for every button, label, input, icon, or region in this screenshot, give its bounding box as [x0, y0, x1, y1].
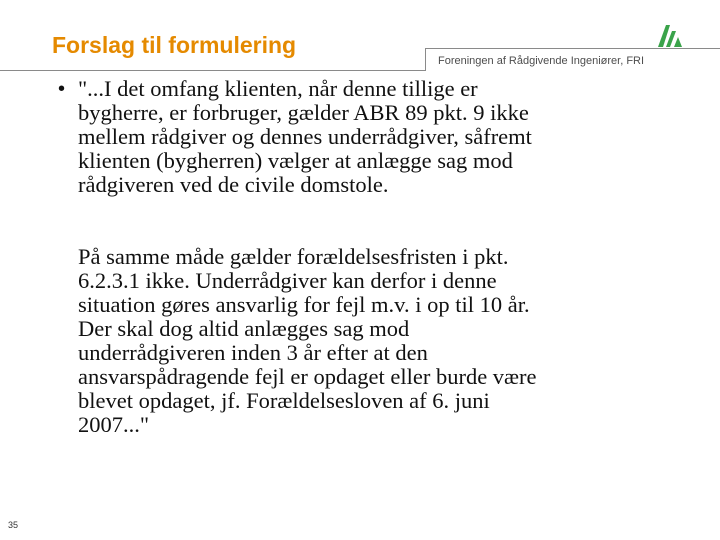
page-number: 35 [8, 520, 19, 530]
bullet-marker: • [58, 78, 66, 100]
slide-body [78, 77, 678, 437]
header-rule-step [425, 48, 426, 71]
paragraph-2: På samme måde gælder forældelsesfristen i pkt. 6.2.3.1 ikke. Underrådgiver kan derfor i denne situation gøres ansvarlig for fejl m.v. i op til 10 år. Der skal dog altid anlægges sag mod underrådgiveren inden 3 år efter at den ansvarspådragende fejl er opdaget eller burde være blevet opdaget, jf. Forældelsesloven af 6. juni 2007..." [78, 244, 537, 437]
slide-title: Forslag til formulering [52, 32, 297, 58]
fri-logo-icon [655, 20, 685, 50]
header-rule-left [0, 70, 425, 71]
paragraph-1: "...I det omfang klienten, når denne tillige er bygherre, er forbruger, gælder ABR 89 pkt. 9 ikke mellem rådgiver og dennes underrådgiver, såfremt klienten (bygherren) vælger at anlægge sag mod rådgiveren ved de civile domstole. [78, 76, 532, 197]
organization-name: Foreningen af Rådgivende Ingeniører, FRI [438, 55, 645, 67]
